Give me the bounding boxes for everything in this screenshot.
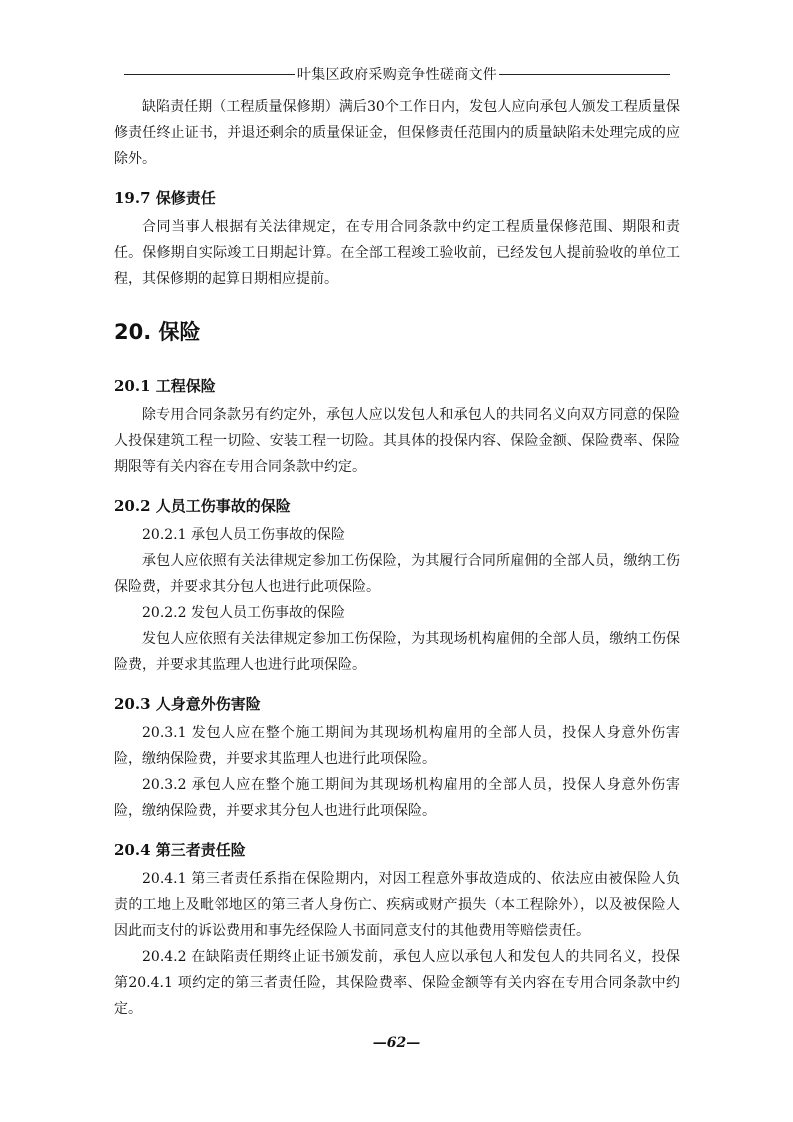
section-heading-20-1 — [114, 374, 680, 398]
section-heading-20-4 — [114, 838, 680, 862]
paragraph: 20.3.2 承包人应在整个施工期间为其现场机构雇用的全部人员，投保人身意外伤害险，缴纳保险费，并要求其分包人也进行此项保险。 — [114, 777, 680, 819]
page-header — [124, 64, 670, 84]
paragraph: 发包人应依照有关法律规定参加工伤保险，为其现场机构雇佣的全部人员，缴纳工伤保险费，并要求其监理人也进行此项保险。 — [114, 631, 680, 673]
page-number: —62— — [372, 1035, 421, 1051]
subsection-label: 20.2.1 承包人员工伤事故的保险 — [142, 527, 345, 543]
chapter-number: 20. — [114, 320, 152, 344]
header-rule-right — [499, 74, 670, 75]
section-title: 人员工伤事故的保险 — [155, 497, 291, 515]
section-title: 人身意外伤害险 — [155, 695, 261, 713]
paragraph: 20.4.2 在缺陷责任期终止证书颁发前，承包人应以承包人和发包人的共同名义，投保第20.4.1 项约定的第三者责任险，其保险费率、保险金额等有关内容在专用合同条款中约定。 — [114, 949, 680, 1017]
paragraph: 合同当事人根据有关法律规定，在专用合同条款中约定工程质量保修范围、期限和责任。保修期自实际竣工日期起计算。在全部工程竣工验收前，已经发包人提前验收的单位工程，其保修期的起算日期相应提前。 — [114, 219, 680, 287]
paragraph: 承包人应依照有关法律规定参加工伤保险，为其履行合同所雇佣的全部人员，缴纳工伤保险费，并要求其分包人也进行此项保险。 — [114, 553, 680, 595]
section-number: 20.3 — [114, 695, 151, 713]
section-number: 20.4 — [114, 841, 151, 859]
paragraph: 缺陷责任期（工程质量保修期）满后30个工作日内，发包人应向承包人颁发工程质量保修责任终止证书，并退还剩余的质量保证金，但保修责任范围内的质量缺陷未处理完成的应除外。 — [114, 99, 680, 167]
section-heading-19-7 — [114, 186, 680, 210]
section-title: 第三者责任险 — [155, 841, 246, 859]
document-body — [114, 94, 680, 1022]
subsection-label: 20.2.2 发包人员工伤事故的保险 — [142, 605, 345, 621]
paragraph: 20.3.1 发包人应在整个施工期间为其现场机构雇用的全部人员，投保人身意外伤害险，缴纳保险费，并要求其监理人也进行此项保险。 — [114, 725, 680, 767]
header-rule-left — [124, 74, 295, 75]
header-title: 叶集区政府采购竞争性磋商文件 — [296, 67, 498, 83]
section-number: 20.1 — [114, 377, 151, 395]
section-title: 保修责任 — [155, 189, 216, 207]
section-heading-20-3 — [114, 692, 680, 716]
paragraph: 20.4.1 第三者责任系指在保险期内，对因工程意外事故造成的、依法应由被保险人负责的工地上及毗邻地区的第三者人身伤亡、疾病或财产损失（本工程除外），以及被保险人因此而支付的诉讼费用和事先经保险人书面同意支付的其他费用等赔偿责任。 — [114, 871, 680, 939]
section-heading-20-2 — [114, 494, 680, 518]
section-number: 19.7 — [114, 189, 151, 207]
chapter-title: 保险 — [158, 320, 201, 344]
section-title: 工程保险 — [155, 377, 216, 395]
section-number: 20.2 — [114, 497, 151, 515]
chapter-heading-20 — [114, 314, 680, 350]
paragraph: 除专用合同条款另有约定外，承包人应以发包人和承包人的共同名义向双方同意的保险人投保建筑工程一切险、安装工程一切险。其具体的投保内容、保险金额、保险费率、保险期限等有关内容在专用合同条款中约定。 — [114, 407, 680, 475]
